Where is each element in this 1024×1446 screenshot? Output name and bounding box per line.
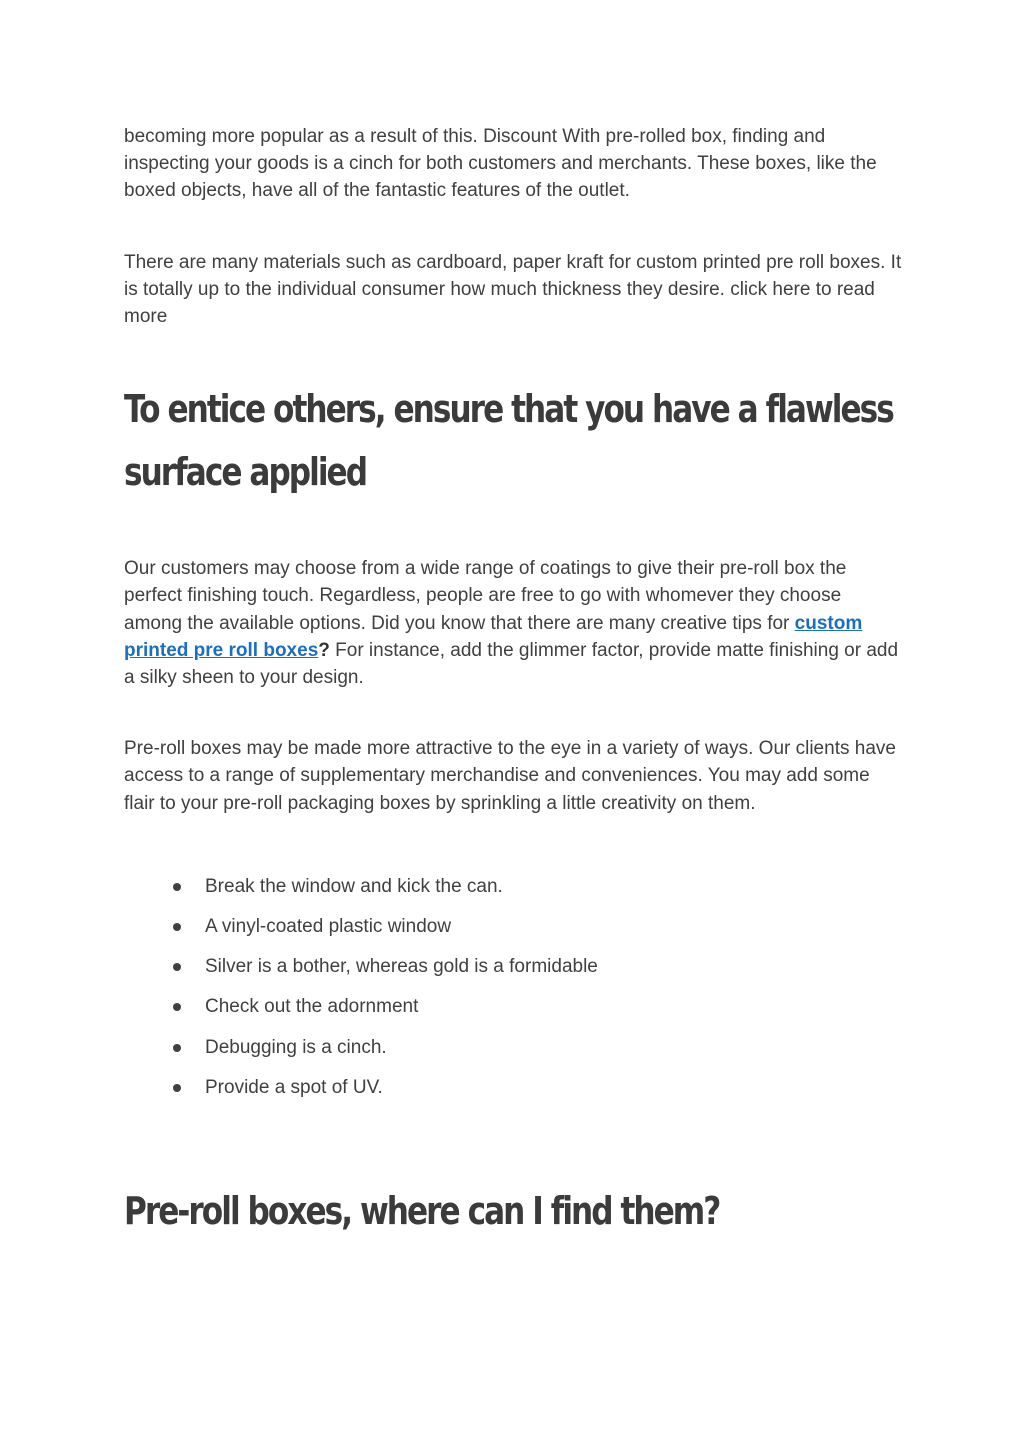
list-item-text: Check out the adornment bbox=[205, 996, 419, 1018]
bullet-list bbox=[124, 867, 904, 1108]
bullet-dot-icon bbox=[173, 1044, 181, 1052]
paragraph-attractive: Pre-roll boxes may be made more attractive to the eye in a variety of ways. Our clients have access to a range of supplementary merchandise and conveniences. You may add some flair to your pre-roll packaging boxes by sprinkling a little creativity on them. bbox=[124, 738, 896, 814]
bullet-dot-icon bbox=[173, 963, 181, 971]
bullet-dot-icon bbox=[173, 883, 181, 891]
list-item bbox=[124, 987, 904, 1027]
custom-printed-pre-roll-boxes-link[interactable]: custom printed pre roll boxes bbox=[124, 612, 863, 661]
bullet-dot-icon bbox=[173, 1003, 181, 1011]
list-item bbox=[124, 1028, 904, 1068]
bullet-dot-icon bbox=[173, 923, 181, 931]
list-item bbox=[124, 867, 904, 907]
paragraph-coatings bbox=[124, 555, 904, 691]
bullet-dot-icon bbox=[173, 1084, 181, 1092]
list-item-text: Provide a spot of UV. bbox=[205, 1076, 383, 1098]
heading-where-to-find: Pre-roll boxes, where can I find them? bbox=[124, 1189, 720, 1234]
list-item-text: Silver is a bother, whereas gold is a formidable bbox=[205, 956, 598, 978]
document-page bbox=[124, 123, 904, 1243]
list-item-text: A vinyl-coated plastic window bbox=[205, 916, 452, 938]
list-item-text: Break the window and kick the can. bbox=[205, 875, 503, 897]
list-item bbox=[124, 907, 904, 947]
heading-flawless-surface: To entice others, ensure that you have a flawless surface applied bbox=[124, 387, 893, 495]
list-item-text: Debugging is a cinch. bbox=[205, 1036, 387, 1058]
list-item bbox=[124, 947, 904, 987]
paragraph-materials: There are many materials such as cardboard, paper kraft for custom printed pre roll boxes. It is totally up to the individual consumer how much thickness they desire. click here to read more bbox=[124, 251, 902, 328]
question-mark: ? bbox=[318, 639, 330, 661]
list-item bbox=[124, 1068, 904, 1108]
paragraph-coatings-tail: For instance, add the glimmer factor, provide matte finishing or add a silky sheen to your design. bbox=[124, 639, 899, 689]
paragraph-coatings-text: Our customers may choose from a wide range of coatings to give their pre-roll box the perfect finishing touch. Regardless, people are free to go with whomever they choose among the available options. Did you know that there are many creative tips for bbox=[124, 558, 847, 634]
paragraph-intro: becoming more popular as a result of this. Discount With pre-rolled box, finding and inspecting your goods is a cinch for both customers and merchants. These boxes, like the boxed objects, have all of the fantastic features of the outlet. bbox=[124, 126, 877, 202]
